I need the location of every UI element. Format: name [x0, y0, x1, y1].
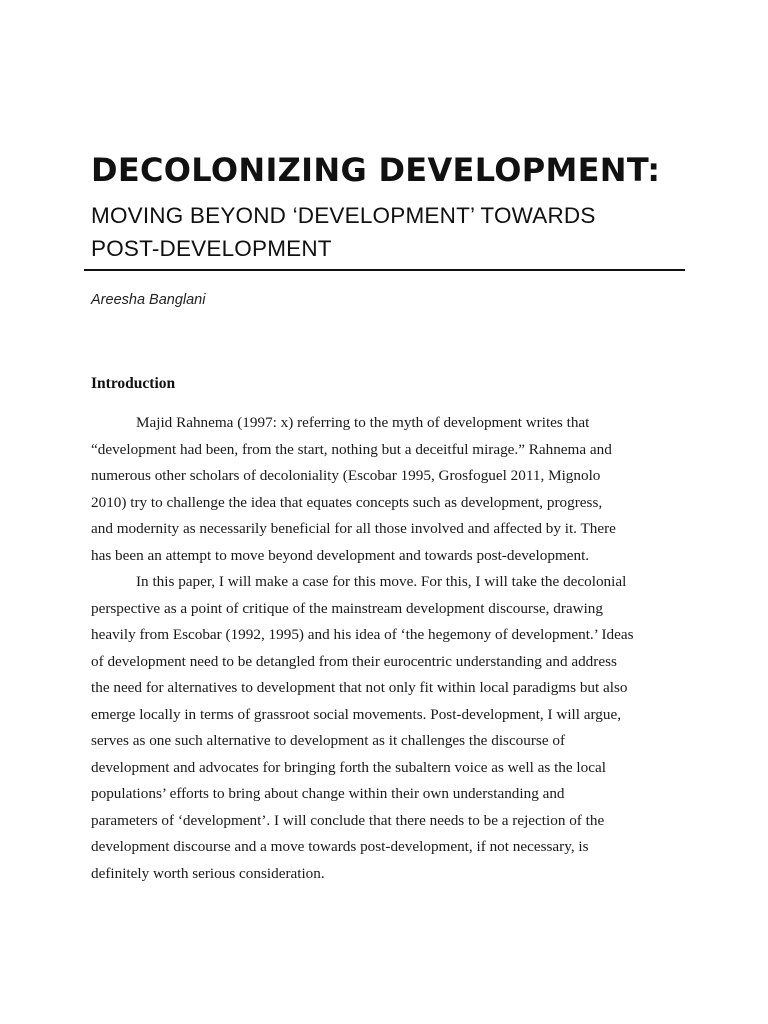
text-line: “development had been, from the start, nothing but a deceitful mirage.” Rahnema and [91, 440, 612, 458]
paragraph [91, 569, 687, 887]
text-line: of development need to be detangled from their eurocentric understanding and address [91, 652, 617, 670]
text-line: definitely worth serious consideration. [91, 864, 325, 882]
section-heading: Introduction [91, 375, 176, 392]
document-subtitle [91, 199, 691, 265]
text-line: serves as one such alternative to development as it challenges the discourse of [91, 732, 566, 749]
subtitle-line: POST-DEVELOPMENT [91, 236, 332, 261]
text-line: Majid Rahnema (1997: x) referring to the myth of development writes that [136, 414, 590, 431]
subtitle-line: MOVING BEYOND ‘DEVELOPMENT’ TOWARDS [91, 203, 596, 228]
text-line: perspective as a point of critique of the mainstream development discourse, drawing [91, 599, 603, 617]
paragraph [91, 410, 687, 569]
author-name: Areesha Banglani [91, 292, 206, 308]
text-line: development discourse and a move towards post-development, if not necessary, is [91, 838, 589, 855]
title-divider [84, 269, 685, 271]
text-line: and modernity as necessarily beneficial for all those involved and affected by it. There [91, 520, 616, 537]
document-title: DECOLONIZING DEVELOPMENT: [91, 151, 661, 189]
text-line: populations’ efforts to bring about change within their own understanding and [91, 785, 565, 802]
text-line: parameters of ‘development’. I will conclude that there needs to be a rejection of the [91, 811, 605, 829]
text-line: has been an attempt to move beyond development and towards post-development. [91, 546, 590, 564]
text-line: numerous other scholars of decoloniality (Escobar 1995, Grosfoguel 2011, Mignolo [91, 467, 601, 484]
body-text [91, 410, 687, 887]
text-line: development and advocates for bringing forth the subaltern voice as well as the local [91, 758, 606, 776]
text-line: the need for alternatives to development that not only fit within local paradigms but also [91, 679, 628, 696]
text-line: In this paper, I will make a case for this move. For this, I will take the decolonial [136, 573, 627, 590]
text-line: 2010) try to challenge the idea that equates concepts such as development, progress, [91, 493, 603, 511]
text-line: heavily from Escobar (1992, 1995) and his idea of ‘the hegemony of development.’ Ideas [91, 626, 634, 643]
text-line: emerge locally in terms of grassroot social movements. Post-development, I will argue, [91, 705, 622, 723]
